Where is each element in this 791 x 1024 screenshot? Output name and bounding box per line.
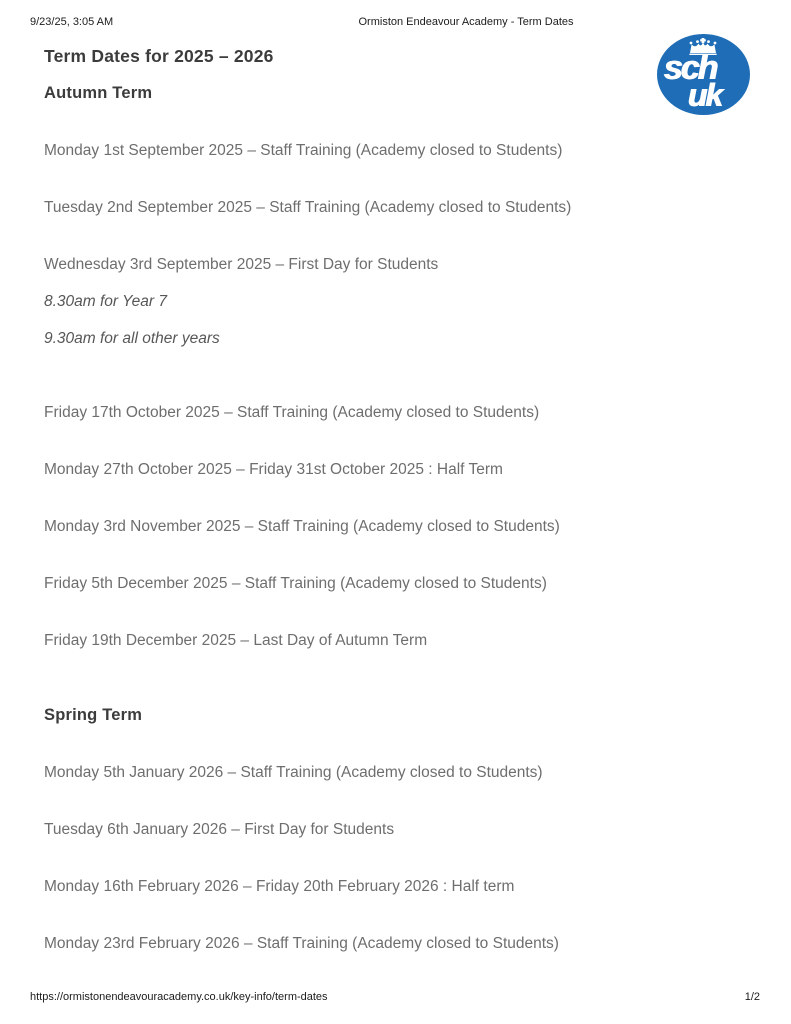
term-date-line: Monday 1st September 2025 – Staff Training (Academy closed to Students) — [44, 142, 563, 159]
blank-line — [44, 348, 704, 365]
section-heading: Autumn Term — [44, 84, 153, 102]
start-time-note: 9.30am for all other years — [44, 330, 220, 347]
term-date-line: Tuesday 6th January 2026 – First Day for Students — [44, 821, 395, 838]
section-heading: Spring Term — [44, 706, 143, 724]
term-sections — [44, 83, 704, 953]
print-header-datetime: 9/23/25, 3:05 AM — [30, 16, 114, 28]
term-date-line: Friday 5th December 2025 – Staff Training (Academy closed to Students) — [44, 575, 547, 592]
term-date-line: Monday 23rd February 2026 – Staff Training (Academy closed to Students) — [44, 935, 559, 952]
print-header-title: Ormiston Endeavour Academy - Term Dates — [358, 16, 574, 28]
term-date-line: Tuesday 2nd September 2025 – Staff Training (Academy closed to Students) — [44, 199, 572, 216]
print-footer-page-number: 1/2 — [744, 991, 760, 1003]
term-date-line: Monday 5th January 2026 – Staff Training (Academy closed to Students) — [44, 764, 543, 781]
term-date-line: Monday 27th October 2025 – Friday 31st October 2025 : Half Term — [44, 461, 503, 478]
term-date-line: Friday 17th October 2025 – Staff Training (Academy closed to Students) — [44, 404, 540, 421]
page-title: Term Dates for 2025 – 2026 — [44, 46, 274, 66]
term-date-line: Friday 19th December 2025 – Last Day of Autumn Term — [44, 632, 428, 649]
term-date-line: Monday 16th February 2026 – Friday 20th February 2026 : Half term — [44, 878, 515, 895]
term-date-line: Wednesday 3rd September 2025 – First Day for Students — [44, 256, 439, 273]
print-footer-url: https://ormistonendeavouracademy.co.uk/key-info/term-dates — [30, 991, 328, 1003]
start-time-note: 8.30am for Year 7 — [44, 293, 167, 310]
logo-text-sch: sch — [664, 49, 717, 87]
term-section — [44, 705, 704, 953]
term-section — [44, 83, 704, 650]
logo-text-uk: uk — [688, 77, 722, 113]
term-dates-document — [44, 46, 704, 953]
term-date-line: Monday 3rd November 2025 – Staff Training (Academy closed to Students) — [44, 518, 560, 535]
